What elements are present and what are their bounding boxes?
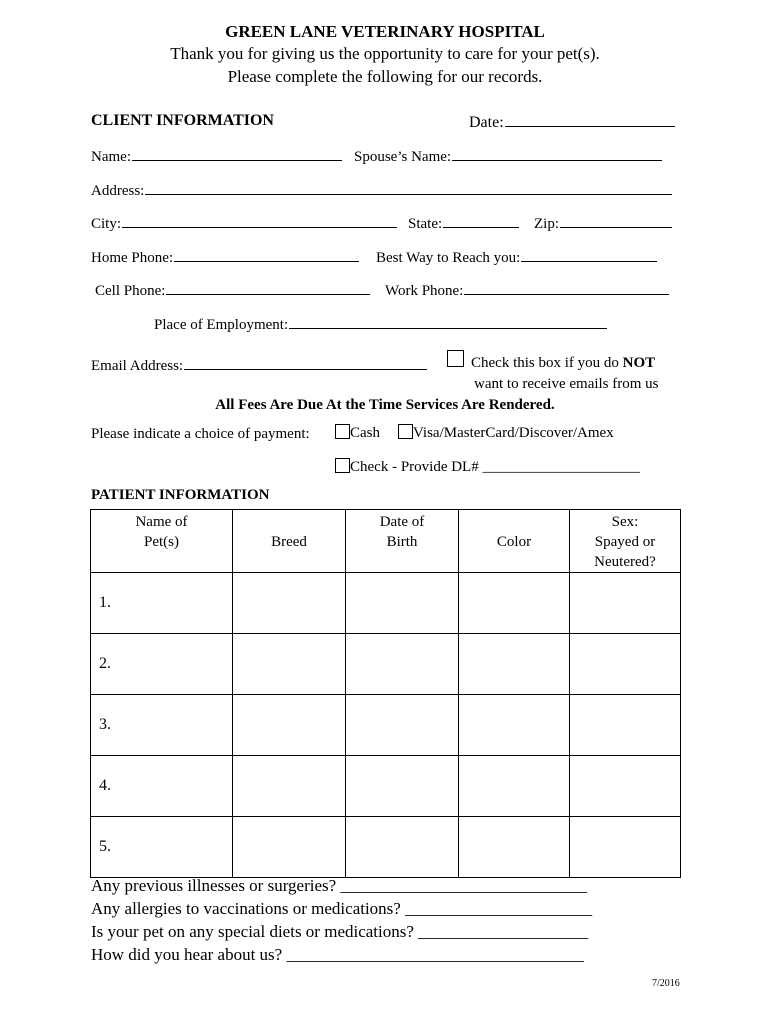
fees-notice: All Fees Are Due At the Time Services Are Rendered. bbox=[215, 397, 555, 413]
checkbox-icon[interactable] bbox=[398, 424, 413, 439]
state-row bbox=[408, 213, 519, 233]
col-pet-name-1: Name of bbox=[135, 514, 188, 530]
email-row bbox=[91, 355, 427, 375]
optout-text-not: NOT bbox=[622, 355, 656, 371]
col-color: Color bbox=[459, 510, 570, 573]
col-sex-1: Sex: bbox=[611, 514, 639, 530]
table-row bbox=[91, 695, 681, 756]
sex-cell[interactable] bbox=[570, 817, 681, 878]
dob-cell[interactable] bbox=[346, 756, 459, 817]
email-label: Email Address: bbox=[91, 358, 184, 374]
col-pet-name-2: Pet(s) bbox=[144, 534, 179, 550]
payment-prompt: Please indicate a choice of payment: bbox=[91, 426, 310, 442]
dob-cell[interactable] bbox=[346, 817, 459, 878]
employment-field[interactable] bbox=[289, 314, 607, 329]
check-label: Check - Provide DL# _____________________ bbox=[350, 459, 640, 475]
breed-cell[interactable] bbox=[233, 573, 346, 634]
row-number[interactable]: 4. bbox=[91, 756, 233, 817]
breed-cell[interactable] bbox=[233, 634, 346, 695]
state-field[interactable] bbox=[443, 213, 519, 228]
question-illnesses[interactable]: Any previous illnesses or surgeries? _____________________________ bbox=[91, 876, 587, 895]
row-number[interactable]: 5. bbox=[91, 817, 233, 878]
checkbox-icon[interactable] bbox=[335, 424, 350, 439]
checkbox-icon[interactable] bbox=[335, 458, 350, 473]
payment-card-option[interactable] bbox=[398, 424, 614, 442]
state-label: State: bbox=[408, 216, 443, 232]
email-field[interactable] bbox=[184, 355, 427, 370]
date-field[interactable] bbox=[505, 112, 675, 127]
color-cell[interactable] bbox=[459, 695, 570, 756]
table-row bbox=[91, 634, 681, 695]
intro-line-1: Thank you for giving us the opportunity to care for your pet(s). bbox=[170, 44, 600, 63]
home-phone-row bbox=[91, 247, 359, 267]
name-label: Name: bbox=[91, 149, 131, 165]
home-phone-field[interactable] bbox=[174, 247, 359, 262]
table-row bbox=[91, 756, 681, 817]
sex-cell[interactable] bbox=[570, 573, 681, 634]
sex-cell[interactable] bbox=[570, 756, 681, 817]
date-row bbox=[469, 112, 675, 132]
question-diets[interactable]: Is your pet on any special diets or medications? ____________________ bbox=[91, 922, 589, 941]
breed-cell[interactable] bbox=[233, 695, 346, 756]
checkbox-icon[interactable] bbox=[447, 350, 464, 367]
city-field[interactable] bbox=[122, 213, 397, 228]
page-title: GREEN LANE VETERINARY HOSPITAL bbox=[225, 22, 545, 41]
cell-phone-row bbox=[95, 280, 370, 300]
patient-table bbox=[90, 509, 681, 878]
color-cell[interactable] bbox=[459, 634, 570, 695]
payment-check-option[interactable] bbox=[335, 458, 640, 476]
work-phone-label: Work Phone: bbox=[385, 283, 464, 299]
cards-label: Visa/MasterCard/Discover/Amex bbox=[413, 425, 614, 441]
zip-field[interactable] bbox=[560, 213, 672, 228]
table-row bbox=[91, 573, 681, 634]
client-section-title: CLIENT INFORMATION bbox=[91, 112, 274, 129]
sex-cell[interactable] bbox=[570, 695, 681, 756]
breed-cell[interactable] bbox=[233, 756, 346, 817]
patient-table-header bbox=[91, 510, 681, 573]
dob-cell[interactable] bbox=[346, 695, 459, 756]
row-number[interactable]: 2. bbox=[91, 634, 233, 695]
col-sex-3: Neutered? bbox=[594, 554, 656, 570]
color-cell[interactable] bbox=[459, 817, 570, 878]
row-number[interactable]: 3. bbox=[91, 695, 233, 756]
spouse-name-field[interactable] bbox=[452, 146, 662, 161]
spouse-row bbox=[354, 146, 662, 166]
col-sex-2: Spayed or bbox=[594, 534, 656, 550]
email-optout-checkbox[interactable] bbox=[447, 350, 464, 370]
dob-cell[interactable] bbox=[346, 634, 459, 695]
col-dob-1: Date of bbox=[379, 514, 425, 530]
zip-label: Zip: bbox=[534, 216, 559, 232]
dob-cell[interactable] bbox=[346, 573, 459, 634]
address-row bbox=[91, 180, 672, 200]
email-optout-text bbox=[471, 355, 655, 372]
best-way-field[interactable] bbox=[521, 247, 657, 262]
best-way-row bbox=[376, 247, 657, 267]
cell-phone-field[interactable] bbox=[166, 280, 370, 295]
work-phone-row bbox=[385, 280, 669, 300]
intro-line-2: Please complete the following for our records. bbox=[227, 67, 543, 86]
sex-cell[interactable] bbox=[570, 634, 681, 695]
home-phone-label: Home Phone: bbox=[91, 250, 174, 266]
best-way-label: Best Way to Reach you: bbox=[376, 250, 521, 266]
name-row bbox=[91, 146, 342, 166]
col-breed: Breed bbox=[233, 510, 346, 573]
question-referral[interactable]: How did you hear about us? ___________________________________ bbox=[91, 945, 584, 964]
row-number[interactable]: 1. bbox=[91, 573, 233, 634]
col-pet-name bbox=[91, 510, 233, 573]
optout-text-a: Check this box if you do bbox=[471, 355, 623, 371]
patient-section-title: PATIENT INFORMATION bbox=[91, 487, 270, 503]
col-dob-2: Birth bbox=[386, 534, 418, 550]
zip-row bbox=[534, 213, 672, 233]
employment-row bbox=[154, 314, 607, 334]
city-label: City: bbox=[91, 216, 122, 232]
col-sex bbox=[570, 510, 681, 573]
cell-phone-label: Cell Phone: bbox=[95, 283, 166, 299]
date-label: Date: bbox=[469, 114, 504, 131]
email-optout-text-2: want to receive emails from us bbox=[474, 376, 659, 392]
name-field[interactable] bbox=[132, 146, 342, 161]
cash-label: Cash bbox=[350, 425, 380, 441]
spouse-label: Spouse’s Name: bbox=[354, 149, 452, 165]
breed-cell[interactable] bbox=[233, 817, 346, 878]
address-label: Address: bbox=[91, 183, 145, 199]
col-dob bbox=[346, 510, 459, 573]
work-phone-field[interactable] bbox=[464, 280, 669, 295]
table-row bbox=[91, 817, 681, 878]
address-field[interactable] bbox=[145, 180, 672, 195]
employment-label: Place of Employment: bbox=[154, 317, 289, 333]
city-row bbox=[91, 213, 397, 233]
revision-date: 7/2016 bbox=[652, 978, 680, 989]
payment-cash-option[interactable] bbox=[335, 424, 380, 442]
color-cell[interactable] bbox=[459, 573, 570, 634]
question-allergies[interactable]: Any allergies to vaccinations or medications? ______________________ bbox=[91, 899, 593, 918]
color-cell[interactable] bbox=[459, 756, 570, 817]
